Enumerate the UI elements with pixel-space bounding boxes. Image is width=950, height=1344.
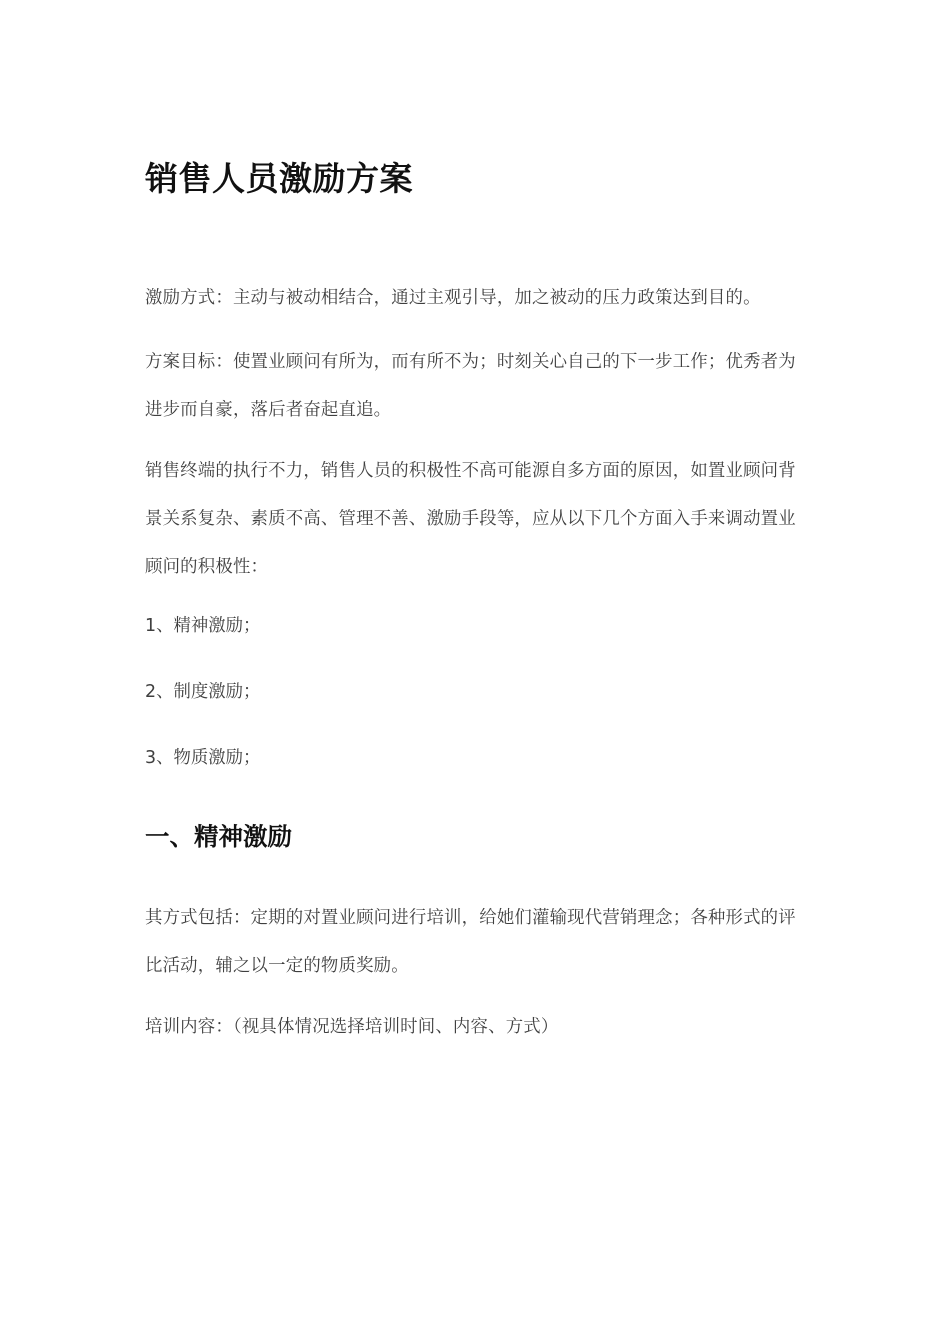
list-item-material-incentive [145,743,260,773]
list-item-text: 、物质激励； [156,748,261,768]
list-item-text: 、精神激励； [156,616,261,636]
paragraph-cause: 销售终端的执行不力，销售人员的积极性不高可能源自多方面的原因，如置业顾问背景关系复杂、素质不高、管理不善、激励手段等，应从以下几个方面入手来调动置业顾问的积极性： [145,461,796,577]
paragraph-training-content: 培训内容：（视具体情况选择培训时间、内容、方式） [145,1017,559,1037]
document-title: 销售人员激励方案 [145,159,413,198]
section-heading-spiritual-incentive: 一、精神激励 [145,822,292,851]
list-item-number: 2 [145,682,157,702]
paragraph-plan-goal: 方案目标：使置业顾问有所为，而有所不为；时刻关心自己的下一步工作；优秀者为进步而自豪，落后者奋起直追。 [145,352,796,420]
list-item-number: 3 [145,748,157,768]
list-item-number: 1 [145,616,157,636]
list-item-text: 、制度激励； [156,682,261,702]
list-item-system-incentive [145,677,260,707]
list-item-spiritual-incentive [145,611,260,641]
paragraph-incentive-method: 激励方式：主动与被动相结合，通过主观引导，加之被动的压力政策达到目的。 [145,288,761,308]
paragraph-method-details: 其方式包括：定期的对置业顾问进行培训，给她们灌输现代营销理念；各种形式的评比活动，辅之以一定的物质奖励。 [145,908,796,976]
